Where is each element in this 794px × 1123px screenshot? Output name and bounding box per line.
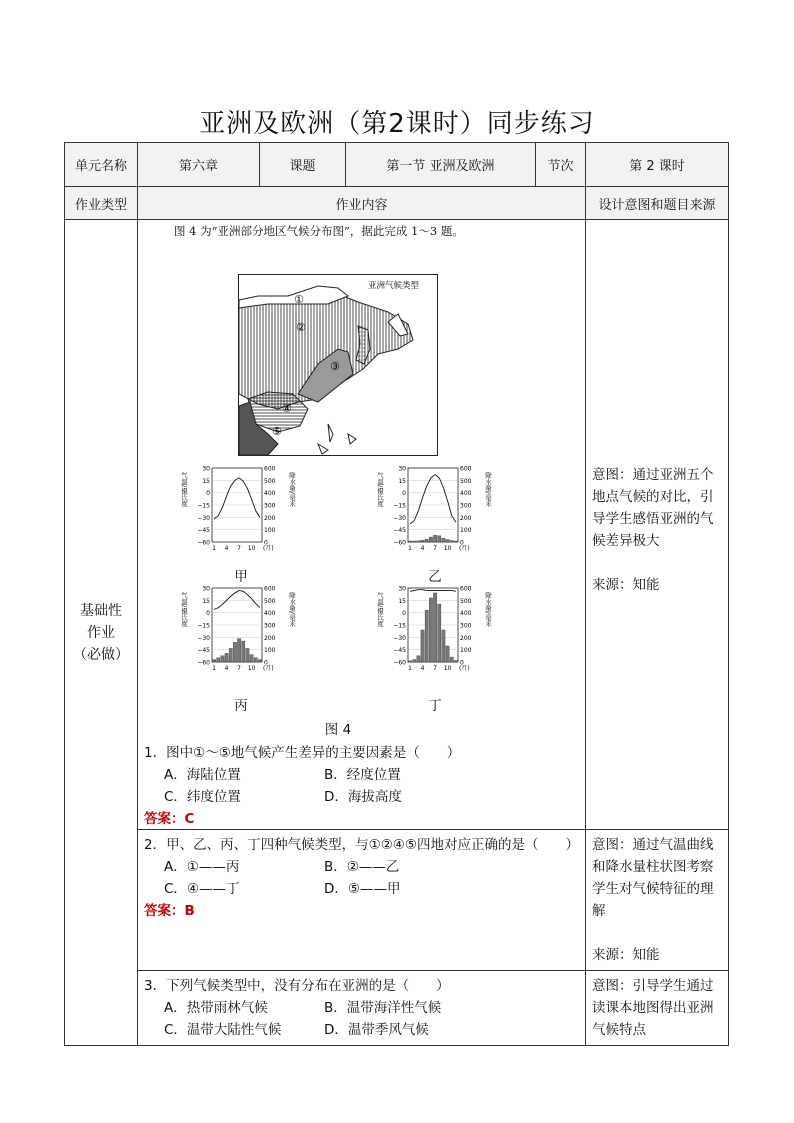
temp-tick-label: 30 xyxy=(202,585,210,593)
temp-tick-label: −45 xyxy=(393,527,406,535)
precip-tick-label: 300 xyxy=(264,502,276,510)
precip-bar xyxy=(442,630,445,662)
month-tick-label: 10 xyxy=(247,545,256,552)
topic-value: 第一节 亚洲及欧洲 xyxy=(346,143,536,187)
precip-tick-label: 200 xyxy=(264,634,276,642)
caption-yi: 乙 xyxy=(428,569,442,585)
precip-tick-label: 400 xyxy=(460,490,472,498)
q2-option-d: D．⑤——甲 xyxy=(324,881,401,897)
temp-tick-label: 15 xyxy=(398,477,406,485)
temp-tick-label: −15 xyxy=(197,502,210,510)
temp-tick-label: −30 xyxy=(197,514,210,522)
precip-bar xyxy=(212,660,215,662)
precip-bar xyxy=(413,541,416,542)
temp-axis-title: 气温/摄氏度 xyxy=(180,472,188,507)
map-label-2: ② xyxy=(296,321,306,334)
precip-bar xyxy=(421,540,424,542)
question-1 xyxy=(138,738,536,830)
precip-bar xyxy=(438,604,441,662)
temp-tick-label: −60 xyxy=(197,659,210,667)
section-value: 第 2 课时 xyxy=(586,143,729,187)
precip-tick-label: 300 xyxy=(264,622,276,630)
precip-tick-label: 600 xyxy=(264,465,276,473)
temp-tick-label: −30 xyxy=(393,634,406,642)
month-tick-label: 4 xyxy=(224,545,229,552)
temp-tick-label: 15 xyxy=(202,477,210,485)
temp-tick-label: −45 xyxy=(197,527,210,535)
map-title: 亚洲气候类型 xyxy=(368,281,420,291)
temp-tick-label: −60 xyxy=(393,659,406,667)
precip-bar xyxy=(237,639,240,662)
precip-bar xyxy=(233,642,236,662)
precip-tick-label: 400 xyxy=(264,610,276,618)
precip-bar xyxy=(258,660,261,662)
temp-tick-label: −15 xyxy=(197,622,210,630)
precip-bar xyxy=(229,648,232,662)
precip-tick-label: 400 xyxy=(460,610,472,618)
page-title: 亚洲及欧洲（第2课时）同步练习 xyxy=(199,109,595,139)
climate-chart-jia xyxy=(178,462,298,554)
section-label: 节次 xyxy=(536,143,586,187)
map-label-3: ③ xyxy=(330,360,340,373)
q1-stem: 1．图中①～⑤地气候产生差异的主要因素是（ ） xyxy=(144,745,461,761)
q2-option-a: A．①——丙 xyxy=(164,859,240,875)
topic-label: 课题 xyxy=(260,143,346,187)
precip-axis-title: 降水量/毫米 xyxy=(288,592,296,627)
temp-tick-label: −60 xyxy=(393,539,406,547)
intent-cell-3 xyxy=(586,971,729,1046)
temp-tick-label: −45 xyxy=(197,647,210,655)
temp-tick-label: 0 xyxy=(206,610,210,618)
intent-cell-2 xyxy=(586,830,729,971)
precip-tick-label: 500 xyxy=(264,597,276,605)
precip-tick-label: 600 xyxy=(460,465,472,473)
q2-option-b: B．②——乙 xyxy=(324,859,400,875)
q2-stem: 2．甲、乙、丙、丁四种气候类型，与①②④⑤四地对应正确的是（ ） xyxy=(144,837,579,853)
precip-axis-title: 降水量/毫米 xyxy=(484,592,492,627)
homework-table xyxy=(64,142,729,1046)
precip-bar xyxy=(450,657,453,662)
q2-answer-label: 答案： xyxy=(144,903,185,919)
header-row-1 xyxy=(65,143,729,187)
precip-tick-label: 600 xyxy=(264,585,276,593)
content-block-1 xyxy=(138,220,586,830)
source-2: 来源：知能 xyxy=(592,947,660,963)
precip-bar xyxy=(225,653,228,662)
header-row-2 xyxy=(65,187,729,220)
precip-bar xyxy=(408,541,411,542)
intent-cell-1 xyxy=(586,220,729,830)
precip-bar xyxy=(413,660,416,662)
temp-tick-label: 30 xyxy=(398,585,406,593)
q3-stem: 3．下列气候类型中，没有分布在亚洲的是（ ） xyxy=(144,978,450,994)
precip-bar xyxy=(421,630,424,662)
row-label-line3: （必做） xyxy=(73,646,129,663)
temp-tick-label: −30 xyxy=(393,514,406,522)
month-tick-label: 10 xyxy=(443,545,452,552)
content-label: 作业内容 xyxy=(138,187,586,220)
precip-bar xyxy=(425,539,428,542)
month-tick-label: 7 xyxy=(433,545,437,552)
precip-bar xyxy=(454,541,457,542)
precip-tick-label: 200 xyxy=(460,514,472,522)
precip-bar xyxy=(408,661,411,662)
precip-bar xyxy=(446,646,449,662)
precip-tick-label: 500 xyxy=(460,477,472,485)
q2-answer xyxy=(138,900,585,922)
intro-text: 图 4 为“亚洲部分地区气候分布图”，据此完成 1～3 题。 xyxy=(174,224,464,238)
unit-value: 第六章 xyxy=(138,143,260,187)
q1-option-d: D．海拔高度 xyxy=(324,789,402,805)
q3-option-c: C．温带大陆性气候 xyxy=(164,1022,282,1038)
month-tick-label: 10 xyxy=(443,665,452,672)
q3-option-b: B．温带海洋性气候 xyxy=(324,1000,442,1016)
temp-tick-label: −15 xyxy=(393,622,406,630)
temp-tick-label: 0 xyxy=(402,610,406,618)
precip-tick-label: 400 xyxy=(264,490,276,498)
precip-bar xyxy=(446,540,449,542)
block-2-row xyxy=(65,830,729,971)
precip-tick-label: 100 xyxy=(460,527,472,535)
precip-bar xyxy=(217,658,220,662)
caption-ding: 丁 xyxy=(428,698,442,714)
block-3-row xyxy=(65,971,729,1046)
climate-chart-yi xyxy=(374,462,494,554)
precip-bar xyxy=(417,656,420,662)
precip-bar xyxy=(438,536,441,542)
precip-bar xyxy=(454,661,457,662)
q3-option-a: A．热带雨林气候 xyxy=(164,1000,268,1016)
temp-tick-label: 0 xyxy=(206,490,210,498)
precip-bar xyxy=(417,541,420,542)
intent-3: 意图：引导学生通过读课本地图得出亚洲气候特点 xyxy=(592,978,714,1038)
source-1: 来源：知能 xyxy=(592,577,660,593)
map-label-5: ⑤ xyxy=(272,425,282,438)
precip-bar xyxy=(433,535,436,542)
precip-tick-label: 0 xyxy=(264,659,268,667)
precip-tick-label: 0 xyxy=(460,659,464,667)
q2-answer-value: B xyxy=(184,903,195,919)
precip-bar xyxy=(221,656,224,662)
precip-tick-label: 200 xyxy=(264,514,276,522)
month-tick-label: 4 xyxy=(420,665,425,672)
q1-answer-value: C xyxy=(184,811,195,827)
precip-tick-label: 500 xyxy=(460,597,472,605)
intent-label: 设计意图和题目来源 xyxy=(586,187,729,220)
q1-answer-label: 答案： xyxy=(144,811,185,827)
temp-axis-title: 气温/摄氏度 xyxy=(376,472,384,507)
month-unit-label: (月) xyxy=(263,665,274,672)
q1-option-c: C．纬度位置 xyxy=(164,789,241,805)
precip-tick-label: 300 xyxy=(460,502,472,510)
caption-jia: 甲 xyxy=(234,569,248,585)
figure-caption: 图 4 xyxy=(324,722,352,738)
climate-chart-bing xyxy=(178,582,298,674)
precip-bar xyxy=(425,610,428,662)
temp-tick-label: 30 xyxy=(202,465,210,473)
precip-bar xyxy=(450,541,453,542)
month-tick-label: 7 xyxy=(237,545,241,552)
precip-axis-title: 降水量/毫米 xyxy=(484,472,492,507)
precip-axis-title: 降水量/毫米 xyxy=(288,472,296,507)
precip-bar xyxy=(254,658,257,662)
precip-bar xyxy=(433,593,436,662)
q1-option-a: A．海陆位置 xyxy=(164,767,241,783)
month-tick-label: 1 xyxy=(408,665,412,672)
precip-bar xyxy=(246,648,249,662)
climate-chart-ding xyxy=(374,582,494,674)
q3-option-d: D．温带季风气候 xyxy=(324,1022,429,1038)
precip-bar xyxy=(429,598,432,662)
map-label-4: ④ xyxy=(282,402,292,415)
content-block-3 xyxy=(138,971,586,1046)
precip-tick-label: 100 xyxy=(264,527,276,535)
month-tick-label: 7 xyxy=(433,665,437,672)
temp-tick-label: −30 xyxy=(197,634,210,642)
row-label xyxy=(65,220,138,1046)
precip-tick-label: 500 xyxy=(264,477,276,485)
q1-answer xyxy=(138,808,536,830)
month-tick-label: 1 xyxy=(212,665,216,672)
precip-bar xyxy=(442,538,445,542)
month-tick-label: 4 xyxy=(420,545,425,552)
intent-2: 意图：通过气温曲线和降水量柱状图考察学生对气候特征的理解 xyxy=(592,837,714,919)
month-tick-label: 7 xyxy=(237,665,241,672)
q1-option-b: B．经度位置 xyxy=(324,767,401,783)
temp-axis-title: 气温/摄氏度 xyxy=(180,592,188,627)
temp-tick-label: 0 xyxy=(402,490,406,498)
precip-tick-label: 0 xyxy=(264,539,268,547)
temp-axis-title: 气温/摄氏度 xyxy=(376,592,384,627)
temp-tick-label: −45 xyxy=(393,647,406,655)
temp-tick-label: −60 xyxy=(197,539,210,547)
row-label-line1: 基础性 xyxy=(80,602,122,619)
q2-option-c: C．④——丁 xyxy=(164,881,240,897)
month-tick-label: 1 xyxy=(408,545,412,552)
precip-tick-label: 100 xyxy=(264,647,276,655)
block-1-row xyxy=(65,220,729,830)
month-unit-label: (月) xyxy=(459,665,470,672)
temp-tick-label: −15 xyxy=(393,502,406,510)
content-block-2 xyxy=(138,830,586,971)
month-tick-label: 1 xyxy=(212,545,216,552)
month-tick-label: 10 xyxy=(247,665,256,672)
month-unit-label: (月) xyxy=(263,545,274,552)
precip-tick-label: 600 xyxy=(460,585,472,593)
unit-label: 单元名称 xyxy=(65,143,138,187)
precip-tick-label: 0 xyxy=(460,539,464,547)
row-label-line2: 作业 xyxy=(87,624,115,641)
month-unit-label: (月) xyxy=(459,545,470,552)
temp-tick-label: 15 xyxy=(398,597,406,605)
asia-climate-map xyxy=(238,274,438,456)
intent-1: 意图：通过亚洲五个地点气候的对比，引导学生感悟亚洲的气候差异极大 xyxy=(592,467,714,549)
precip-bar xyxy=(250,655,253,662)
precip-tick-label: 200 xyxy=(460,634,472,642)
precip-tick-label: 300 xyxy=(460,622,472,630)
temp-tick-label: 15 xyxy=(202,597,210,605)
type-label: 作业类型 xyxy=(65,187,138,220)
precip-bar xyxy=(242,641,245,662)
map-label-1: ① xyxy=(294,293,304,306)
month-tick-label: 4 xyxy=(224,665,229,672)
precip-bar xyxy=(429,537,432,542)
temp-tick-label: 30 xyxy=(398,465,406,473)
precip-tick-label: 100 xyxy=(460,647,472,655)
caption-bing: 丙 xyxy=(234,698,248,714)
